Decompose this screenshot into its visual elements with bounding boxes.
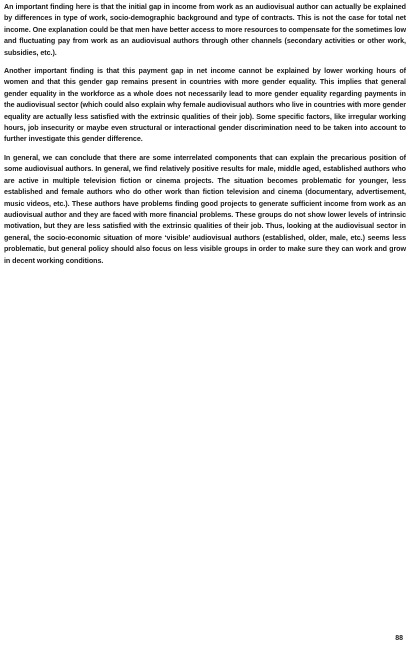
- paragraph-income-gap: An important finding here is that the initial gap in income from work as an audiovisual author can actually be explained by differences in type of work, socio-demographic background and type of contracts. This is not the case for total net income. One explanation could be that men have better access to more resources to compensate for the sometimes low and fluctuating pay from work as an audiovisual authors through other channels (secondary activities or other work, subsidies, etc.).: [4, 3, 406, 57]
- document-page: [4, 2, 406, 274]
- paragraph-conclusion: In general, we can conclude that there are some interrelated components that can explain the precarious position of some audiovisual authors. In general, we find relatively positive results for male, middle aged, established authors who are active in multiple television fiction or cinema projects. The situation becomes problematic for younger, less established and female authors who do other work than fiction television and cinema (documentary, advertisement, music videos, etc.). These authors have problems finding good projects to generate sufficient income from work as an audiovisual author and they are faced with more financial problems. These groups do not show lower levels of intrinsic motivation, but they are less satisfied with the extrinsic qualities of their job. Thus, looking at the audiovisual sector in general, the socio-economic situation of more ‘visible’ audiovisual authors (established, older, male, etc.) seems less problematic, but general policy should also focus on less visible groups in order to make sure they can work and grow in decent working conditions.: [4, 153, 406, 265]
- page-number: 88: [395, 635, 403, 642]
- paragraph-gender-gap: Another important finding is that this payment gap in net income cannot be explained by lower working hours of women and that this gender gap remains present in countries with more gender equality. This implies that general gender equality in the workforce as a whole does not necessarily lead to more gender equality regarding payments in the audiovisual sector (which could also explain why female audiovisual authors who live in countries with more gender equality are actually less satisfied with the extrinsic qualities of their job). Some specific factors, like irregular working hours, job insecurity or maybe even structural or interactional gender discrimination need to be taken into account to further investigate this gender difference.: [4, 67, 407, 144]
